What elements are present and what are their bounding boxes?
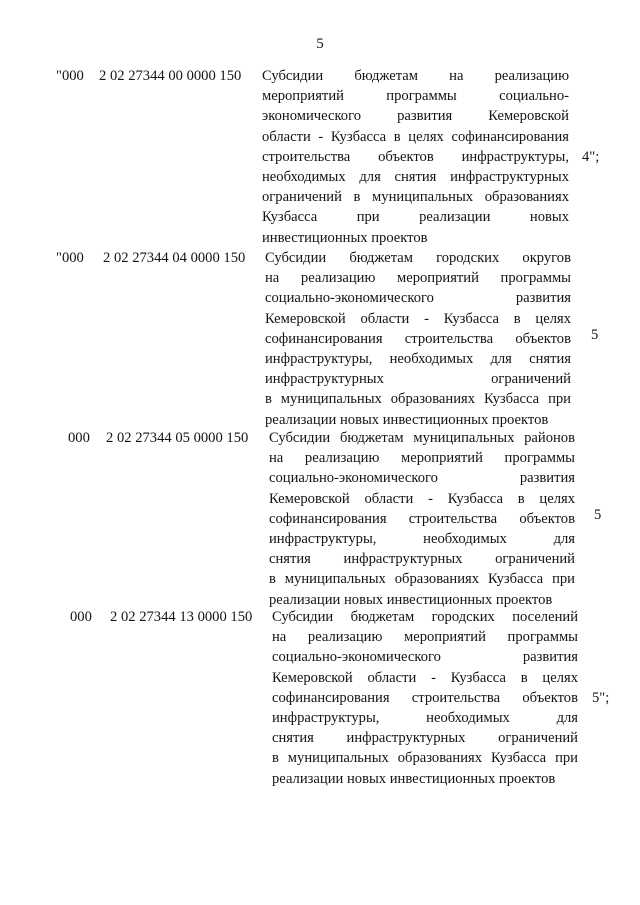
name-line: Субсидии бюджетам муниципальных районов xyxy=(269,430,575,446)
name-line: на реализацию мероприятий программы xyxy=(269,450,575,467)
name-line: реализации новых инвестиционных проектов xyxy=(272,770,556,787)
name-line: реализации новых инвестиционных проектов xyxy=(269,591,553,608)
admin-code: 000 xyxy=(70,609,92,625)
classification-code: 2 02 27344 05 0000 150 xyxy=(106,430,249,446)
name-line: социально-экономического развития xyxy=(269,470,575,487)
name-line: снятия инфраструктурных ограничений xyxy=(272,730,578,747)
classification-code: 2 02 27344 04 0000 150 xyxy=(103,250,246,266)
name-line: Субсидии бюджетам городских поселений xyxy=(272,609,578,625)
name-line: социально-экономического развития xyxy=(272,649,578,666)
name-line: необходимых для снятия инфраструктурных xyxy=(262,169,569,186)
name-line: инвестиционных проектов xyxy=(262,229,428,246)
name-line: инфраструктуры, необходимых для снятия xyxy=(265,351,571,368)
name-line: Кемеровской области - Кузбасса в целях xyxy=(269,490,575,507)
level-value: 5 xyxy=(591,327,599,343)
level-value: 5 xyxy=(594,507,602,523)
admin-code: "000 xyxy=(56,250,84,266)
name-line: инфраструктуры, необходимых для xyxy=(272,710,578,727)
name-line: инфраструктурных ограничений xyxy=(265,371,571,388)
name-line: мероприятий программы социально- xyxy=(262,88,569,105)
income-name xyxy=(262,66,569,248)
page-number: 5 xyxy=(316,36,324,52)
name-line: социально-экономического развития xyxy=(265,290,571,307)
name-line: в муниципальных образованиях Кузбасса при xyxy=(269,571,575,588)
name-line: экономического развития Кемеровской xyxy=(262,108,569,125)
name-line: ограничений в муниципальных образованиях xyxy=(262,189,569,206)
name-line: Кузбасса при реализации новых xyxy=(262,209,569,226)
level-value: 4"; xyxy=(582,149,600,165)
classification-code: 2 02 27344 00 0000 150 xyxy=(99,68,242,84)
name-line: Кемеровской области - Кузбасса в целях xyxy=(272,669,578,686)
name-line: Субсидии бюджетам на реализацию xyxy=(262,68,569,84)
income-name xyxy=(272,607,578,789)
name-line: софинансирования строительства объектов xyxy=(265,330,571,347)
name-line: в муниципальных образованиях Кузбасса при xyxy=(265,391,571,408)
name-line: области - Кузбасса в целях софинансирования xyxy=(262,128,569,145)
name-line: реализации новых инвестиционных проектов xyxy=(265,411,549,428)
name-line: снятия инфраструктурных ограничений xyxy=(269,551,575,568)
name-line: на реализацию мероприятий программы xyxy=(265,270,571,287)
name-line: на реализацию мероприятий программы xyxy=(272,629,578,646)
level-value: 5"; xyxy=(592,690,610,706)
admin-code: 000 xyxy=(68,430,90,446)
classification-code: 2 02 27344 13 0000 150 xyxy=(110,609,253,625)
name-line: строительства объектов инфраструктуры, xyxy=(262,148,569,165)
name-line: в муниципальных образованиях Кузбасса при xyxy=(272,750,578,767)
name-line: софинансирования строительства объектов xyxy=(269,510,575,527)
income-name xyxy=(269,428,575,610)
name-line: инфраструктуры, необходимых для xyxy=(269,531,575,548)
admin-code: "000 xyxy=(56,68,84,84)
name-line: Кемеровской области - Кузбасса в целях xyxy=(265,310,571,327)
name-line: Субсидии бюджетам городских округов xyxy=(265,250,571,266)
income-name xyxy=(265,248,571,430)
name-line: софинансирования строительства объектов xyxy=(272,689,578,706)
